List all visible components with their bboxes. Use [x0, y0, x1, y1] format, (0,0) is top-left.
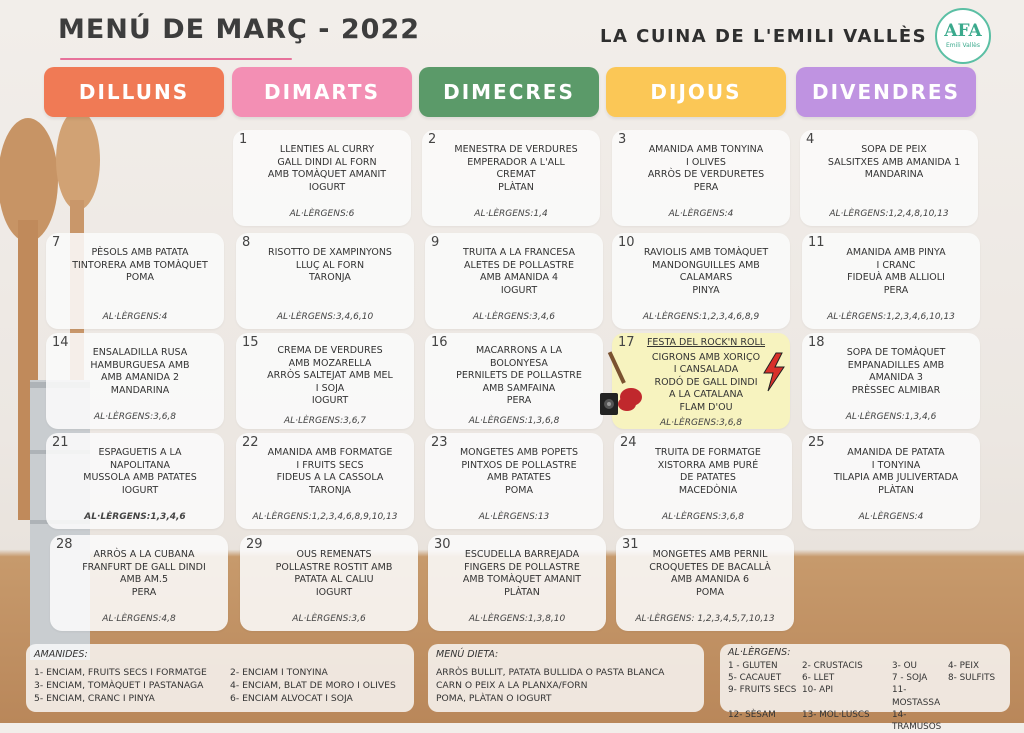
allergens-legend [720, 644, 1010, 733]
day-header-monday: DILLUNS [44, 67, 224, 117]
dish: PLÀTAN [878, 484, 914, 496]
day-header-tuesday: DIMARTS [232, 67, 412, 117]
allergen-item: 11- MOSTASSA [892, 685, 941, 708]
dish: AMB AMANIDA 2 [100, 372, 180, 384]
allergen-item: 1 - GLUTEN [728, 661, 778, 671]
dish: IOGURT [121, 484, 159, 496]
day-number: 4 [806, 132, 815, 147]
dish: AMB MOZARELLA [288, 357, 372, 369]
day-number: 10 [618, 235, 635, 250]
dish: ARRÒS A LA CUBANA [93, 549, 195, 560]
dish: PINYA [692, 284, 720, 296]
dish: POLLASTRE ROSTIT AMB [275, 561, 393, 573]
menu-day-card [236, 333, 414, 429]
dish: DE PATATES [680, 472, 736, 484]
dish-list [443, 345, 595, 408]
title-underline [60, 58, 292, 60]
dish: AMB SAMFAINA [482, 382, 556, 394]
dish: I CANSALADA [673, 364, 739, 376]
dish: FIDEUS A LA CASSOLA [276, 472, 384, 484]
day-number: 9 [431, 235, 440, 250]
dish: AMB AM.5 [120, 574, 168, 586]
dish-list [258, 549, 410, 599]
dish: I TONYINA [871, 459, 921, 471]
legend-title: MENÚ DIETA: [436, 649, 499, 660]
dish: I FRUITS SECS [296, 459, 364, 471]
day-number: 18 [808, 335, 825, 350]
allergen-item: 8- SULFITS [948, 673, 996, 684]
dish: RODÓ DE GALL DINDI [654, 376, 758, 388]
menu-day-card [614, 433, 792, 529]
menu-day-card [46, 433, 224, 529]
dish: POMA [126, 272, 154, 284]
dish: RISOTTO DE XAMPINYONS [268, 247, 392, 258]
dish: GALL DINDI AL FORN [277, 156, 377, 168]
dish: ALETES DE POLLASTRE [464, 259, 574, 271]
dish: TRUITA DE FORMATGE [655, 447, 761, 458]
dish-list [443, 247, 595, 297]
dish: LLENTIES AL CURRY [279, 144, 375, 155]
dish: PERA [693, 181, 719, 193]
allergens-label: AL·LÈRGENS:1,2,3,4,6,10,13 [827, 312, 955, 322]
dish: MONGETES AMB PERNIL [652, 549, 768, 560]
allergens-label: AL·LÈRGENS:4 [102, 312, 168, 322]
dish: PERA [506, 395, 532, 407]
dish: AMB PATATES [487, 472, 551, 484]
allergens-label: AL·LÈRGENS:4 [858, 512, 924, 522]
diet-menu-legend [428, 644, 704, 712]
legend-item: ARRÒS BULLIT, PATATA BULLIDA O PASTA BLANCA [436, 667, 665, 678]
menu-day-card [616, 535, 794, 631]
day-number: 25 [808, 435, 825, 450]
dish: FINGERS DE POLLASTRE [464, 561, 580, 573]
day-header-wednesday: DIMECRES [419, 67, 599, 117]
allergen-item: 3- OU [892, 661, 917, 671]
menu-day-card [46, 333, 224, 429]
dish: FLAM D'OU [679, 401, 733, 413]
dish: OUS REMENATS [296, 549, 372, 560]
menu-day-card [612, 233, 790, 329]
dish: PERA [883, 284, 909, 296]
dish-list [251, 144, 403, 194]
dish: A LA CATALANA [668, 389, 744, 401]
dish: FIDEUÀ AMB ALLIOLI [847, 272, 945, 284]
day-number: 30 [434, 537, 451, 552]
legend-item: 6- ENCIAM ALVOCAT I SOJA [230, 693, 353, 704]
dish: NAPOLITANA [109, 459, 171, 471]
dish-list [632, 447, 784, 497]
allergen-item: 14- TRAMUSOS [892, 709, 942, 733]
dish: MUSSOLA AMB PATATES [83, 472, 197, 484]
dish: I SOJA [315, 382, 345, 394]
dish: IOGURT [500, 284, 538, 296]
legend-title: AL·LÈRGENS: [728, 647, 791, 658]
allergens-label: AL·LÈRGENS:1,2,4,8,10,13 [829, 209, 949, 219]
menu-day-card [428, 535, 606, 631]
weekday-headers [44, 67, 976, 117]
dish: SALSITXES AMB AMANIDA 1 [827, 156, 961, 168]
allergens-label: AL·LÈRGENS:3,6,8 [661, 512, 745, 522]
dish-list [64, 347, 216, 397]
dish: PINTXOS DE POLLASTRE [461, 459, 577, 471]
day-number: 7 [52, 235, 61, 250]
allergens-label: AL·LÈRGENS:6 [289, 209, 355, 219]
dish: MACEDÒNIA [678, 484, 738, 496]
dish-list [630, 247, 782, 297]
day-number: 8 [242, 235, 251, 250]
dish-list [820, 447, 972, 497]
dish: MONGETES AMB POPETS [459, 447, 578, 458]
dish-list [634, 549, 786, 599]
allergens-label: AL·LÈRGENS:1,3,4,6 [84, 512, 186, 522]
dish: MANDARINA [864, 169, 924, 181]
dish: CREMAT [496, 169, 536, 181]
day-number: 29 [246, 537, 263, 552]
allergens-label: AL·LÈRGENS:1,3,4,6 [845, 412, 937, 422]
day-number: 14 [52, 335, 69, 350]
dish: BOLONYESA [490, 357, 548, 369]
allergen-item: 2- CRUSTACIS [802, 661, 863, 671]
dish-list [818, 144, 970, 182]
dish: TRUITA A LA FRANCESA [463, 247, 575, 258]
dish: MANDARINA [110, 384, 170, 396]
day-number: 31 [622, 537, 639, 552]
allergens-label: AL·LÈRGENS:1,2,3,4,6,8,9 [642, 312, 760, 322]
dish: SOPA DE TOMÀQUET [846, 347, 946, 358]
menu-day-card [425, 233, 603, 329]
brand-name: LA CUINA DE L'EMILI VALLÈS [600, 26, 928, 47]
menu-day-card [233, 130, 411, 226]
dish: FRANFURT DE GALL DINDI [82, 561, 206, 573]
dish: SOPA DE PEIX [861, 144, 927, 155]
allergen-item: 12- SÈSAM [728, 709, 776, 720]
allergen-item: 9- FRUITS SECS [728, 685, 797, 696]
dish: TILAPIA AMB JULIVERTADA [833, 472, 959, 484]
dish: AMANIDA AMB PINYA [846, 247, 946, 258]
dish-list [68, 549, 220, 599]
special-event-title: FESTA DEL ROCK'N ROLL [646, 337, 766, 348]
allergen-item: 6- LLET [802, 673, 835, 684]
legend-item: CARN O PEIX A LA PLANXA/FORN [436, 680, 588, 691]
dish-list [443, 447, 595, 497]
day-number: 17 [618, 335, 635, 350]
dish: ESCUDELLA BARREJADA [464, 549, 580, 560]
menu-day-card [46, 233, 224, 329]
dish: TARONJA [309, 484, 351, 496]
dish: CREMA DE VERDURES [277, 345, 383, 356]
dish: AMANIDA AMB FORMATGE [267, 447, 393, 458]
dish-list [630, 337, 782, 415]
dish: AMANIDA 3 [869, 372, 923, 384]
dish: XISTORRA AMB PURÉ [657, 459, 759, 471]
legend-item: 2- ENCIAM I TONYINA [230, 667, 328, 678]
day-number: 28 [56, 537, 73, 552]
dish: I OLIVES [686, 156, 726, 168]
menu-day-card [425, 333, 603, 429]
dish: AMB TOMÀQUET AMANIT [267, 169, 387, 181]
allergen-item: 10- API [802, 685, 834, 696]
menu-day-card [800, 130, 978, 226]
dish: LLUÇ AL FORN [295, 259, 365, 271]
dish: IOGURT [311, 395, 349, 407]
afa-logo [935, 8, 991, 64]
day-number: 2 [428, 132, 437, 147]
day-number: 3 [618, 132, 627, 147]
allergens-label: AL·LÈRGENS:1,3,8,10 [468, 614, 566, 624]
dish: POMA [505, 484, 533, 496]
dish: POMA [696, 586, 724, 598]
dish: PERNILETS DE POLLASTRE [456, 370, 582, 382]
day-number: 22 [242, 435, 259, 450]
day-header-friday: DIVENDRES [796, 67, 976, 117]
dish: MANDONGUILLES AMB [652, 259, 760, 271]
dish-list [254, 247, 406, 285]
day-number: 1 [239, 132, 248, 147]
day-number: 23 [431, 435, 448, 450]
menu-day-card [240, 535, 418, 631]
menu-day-card [612, 130, 790, 226]
allergens-label: AL·LÈRGENS:3,4,6,10 [276, 312, 374, 322]
dish-list [254, 447, 406, 497]
dish-list [64, 247, 216, 285]
dish: HAMBURGUESA AMB [90, 359, 190, 371]
allergens-label: AL·LÈRGENS:4,8 [102, 614, 176, 624]
dish: PATATA AL CALIU [294, 574, 374, 586]
allergen-item [948, 684, 1008, 708]
allergens-label: AL·LÈRGENS:1,3,6,8 [468, 416, 560, 426]
allergens-label: AL·LÈRGENS:3,6,8 [93, 412, 177, 422]
dish: ARRÒS DE VERDURETES [647, 169, 765, 181]
allergens-label: AL·LÈRGENS:4 [668, 209, 734, 219]
dish: CIGRONS AMB XORIÇO [651, 351, 761, 363]
allergens-label: AL·LÈRGENS:3,6 [292, 614, 366, 624]
allergens-label: AL·LÈRGENS:3,6,7 [283, 416, 367, 426]
legend-item: 1- ENCIAM, FRUITS SECS I FORMATGE [34, 667, 207, 678]
dish: PRÈSSEC ALMIBAR [851, 384, 941, 396]
allergen-item: 4- PEIX [948, 661, 980, 671]
allergens-label: AL·LÈRGENS: 1,2,3,4,5,7,10,13 [635, 614, 775, 624]
day-number: 16 [431, 335, 448, 350]
menu-day-card [802, 233, 980, 329]
dish-list [254, 345, 406, 408]
dish-list [820, 247, 972, 297]
dish: AMANIDA AMB TONYINA [648, 144, 764, 155]
dish: IOGURT [315, 586, 353, 598]
dish-list [820, 347, 972, 397]
day-number: 11 [808, 235, 825, 250]
allergens-label: AL·LÈRGENS:13 [478, 512, 550, 522]
dish: AMB AMANIDA 6 [670, 574, 750, 586]
dish: AMB AMANIDA 4 [479, 272, 559, 284]
menu-day-card [422, 130, 600, 226]
page-title: MENÚ DE MARÇ - 2022 [58, 14, 421, 45]
legend-item: 5- ENCIAM, CRANC I PINYA [34, 693, 155, 704]
menu-day-card-special [612, 333, 790, 429]
day-number: 15 [242, 335, 259, 350]
dish: PLÀTAN [498, 181, 534, 193]
day-number: 21 [52, 435, 69, 450]
legend-item: POMA, PLÀTAN O IOGURT [436, 693, 552, 704]
dish: IOGURT [308, 181, 346, 193]
dish: PÈSOLS AMB PATATA [91, 247, 189, 258]
legend-item: 4- ENCIAM, BLAT DE MORO I OLIVES [230, 680, 396, 691]
menu-day-card [236, 433, 414, 529]
dish: RAVIOLIS AMB TOMÀQUET [643, 247, 769, 258]
dish: PERA [131, 586, 157, 598]
dish-list [446, 549, 598, 599]
salads-legend [26, 644, 414, 712]
dish: EMPANADILLES AMB [847, 359, 945, 371]
day-header-thursday: DIJOUS [606, 67, 786, 117]
allergens-label: AL·LÈRGENS:1,2,3,4,6,8,9,10,13 [252, 512, 398, 522]
legend-item: 3- ENCIAM, TOMÀQUET I PASTANAGA [34, 680, 204, 691]
dish: TARONJA [309, 272, 351, 284]
dish: MACARRONS A LA [475, 345, 563, 356]
allergen-item: 7 - SOJA [892, 673, 928, 684]
dish-list [440, 144, 592, 194]
menu-day-card [425, 433, 603, 529]
allergen-item: 13- MOL·LUSCS [802, 709, 870, 720]
day-number: 24 [620, 435, 637, 450]
dish: ENSALADILLA RUSA [92, 347, 188, 358]
dish-list [630, 144, 782, 194]
logo-subtitle: Emili Vallès [945, 42, 980, 49]
logo-initials: AFA [944, 21, 982, 41]
dish: TINTORERA AMB TOMÀQUET [72, 259, 208, 271]
dish: CROQUETES DE BACALLÀ [649, 561, 771, 573]
dish: CALAMARS [679, 272, 733, 284]
dish: MENESTRA DE VERDURES [454, 144, 578, 155]
menu-day-card [802, 333, 980, 429]
dish: AMANIDA DE PATATA [847, 447, 945, 458]
menu-day-card [50, 535, 228, 631]
dish: AMB TOMÀQUET AMANIT [462, 574, 582, 586]
allergens-label: AL·LÈRGENS:1,4 [474, 209, 548, 219]
allergen-item: 5- CACAUET [728, 673, 782, 684]
legend-title: AMANIDES: [34, 649, 88, 660]
allergens-label: AL·LÈRGENS:3,6,8 [659, 418, 743, 428]
dish: EMPERADOR A L'ALL [467, 156, 565, 168]
dish-list [64, 447, 216, 497]
dish: I CRANC [876, 259, 916, 271]
dish: ESPAGUETIS A LA [98, 447, 182, 458]
dish: PLÀTAN [504, 586, 540, 598]
allergens-label: AL·LÈRGENS:3,4,6 [472, 312, 556, 322]
menu-day-card [802, 433, 980, 529]
menu-day-card [236, 233, 414, 329]
dish: ARRÒS SALTEJAT AMB MEL [267, 370, 393, 382]
